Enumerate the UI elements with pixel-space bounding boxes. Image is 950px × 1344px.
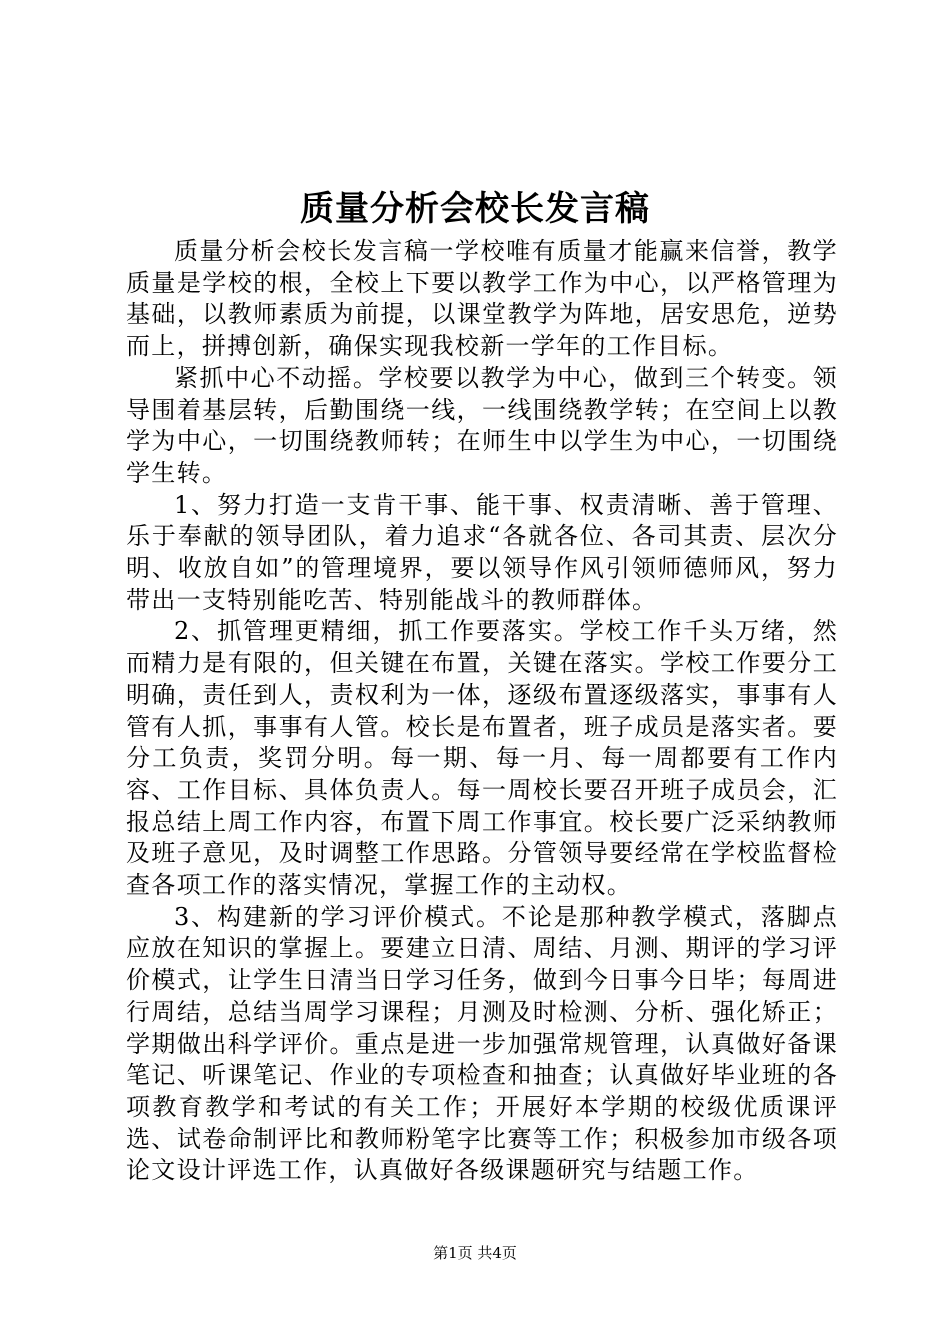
paragraph-point-1: 1、努力打造一支肯干事、能干事、权责清晰、善于管理、乐于奉献的领导团队，着力追求“各就各位、各司其责、层次分明、收放自如”的管理境界，要以领导作风引领师德师风，努力带出一支特别能吃苦、特别能战斗的教师群体。 [126, 490, 838, 614]
paragraph-focus-center: 紧抓中心不动摇。学校要以教学为中心，做到三个转变。领导围着基层转，后勤围绕一线，一线围绕教学转；在空间上以教学为中心，一切围绕教师转；在师生中以学生为中心，一切围绕学生转。 [126, 363, 838, 487]
paragraph-point-2: 2、抓管理更精细，抓工作要落实。学校工作千头万绪，然而精力是有限的，但关键在布置，关键在落实。学校工作要分工明确，责任到人，责权利为一体，逐级布置逐级落实，事事有人管有人抓，事事有人管。校长是布置者，班子成员是落实者。要分工负责，奖罚分明。每一期、每一月、每一周都要有工作内容、工作目标、具体负责人。每一周校长要召开班子成员会，汇报总结上周工作内容，布置下周工作事宜。校长要广泛采纳教师及班子意见，及时调整工作思路。分管领导要经常在学校监督检查各项工作的落实情况，掌握工作的主动权。 [126, 617, 838, 900]
page-number: 第1页 共4页 [433, 1244, 517, 1262]
document-title: 质量分析会校长发言稿 [300, 189, 650, 229]
paragraph-point-3: 3、构建新的学习评价模式。不论是那种教学模式，落脚点应放在知识的掌握上。要建立日清、周结、月测、期评的学习评价模式，让学生日清当日学习任务，做到今日事今日毕；每周进行周结，总结当周学习课程；月测及时检测、分析、强化矫正；学期做出科学评价。重点是进一步加强常规管理，认真做好备课笔记、听课笔记、作业的专项检查和抽查；认真做好毕业班的各项教育教学和考试的有关工作；开展好本学期的校级优质课评选、试卷命制评比和教师粉笔字比赛等工作；积极参加市级各项论文设计评选工作，认真做好各级课题研究与结题工作。 [126, 902, 838, 1185]
document-body [126, 236, 838, 1187]
paragraph-intro: 质量分析会校长发言稿一学校唯有质量才能赢来信誉，教学质量是学校的根，全校上下要以教学工作为中心，以严格管理为基础，以教师素质为前提，以课堂教学为阵地，居安思危，逆势而上，拼搏创新，确保实现我校新一学年的工作目标。 [126, 237, 838, 361]
